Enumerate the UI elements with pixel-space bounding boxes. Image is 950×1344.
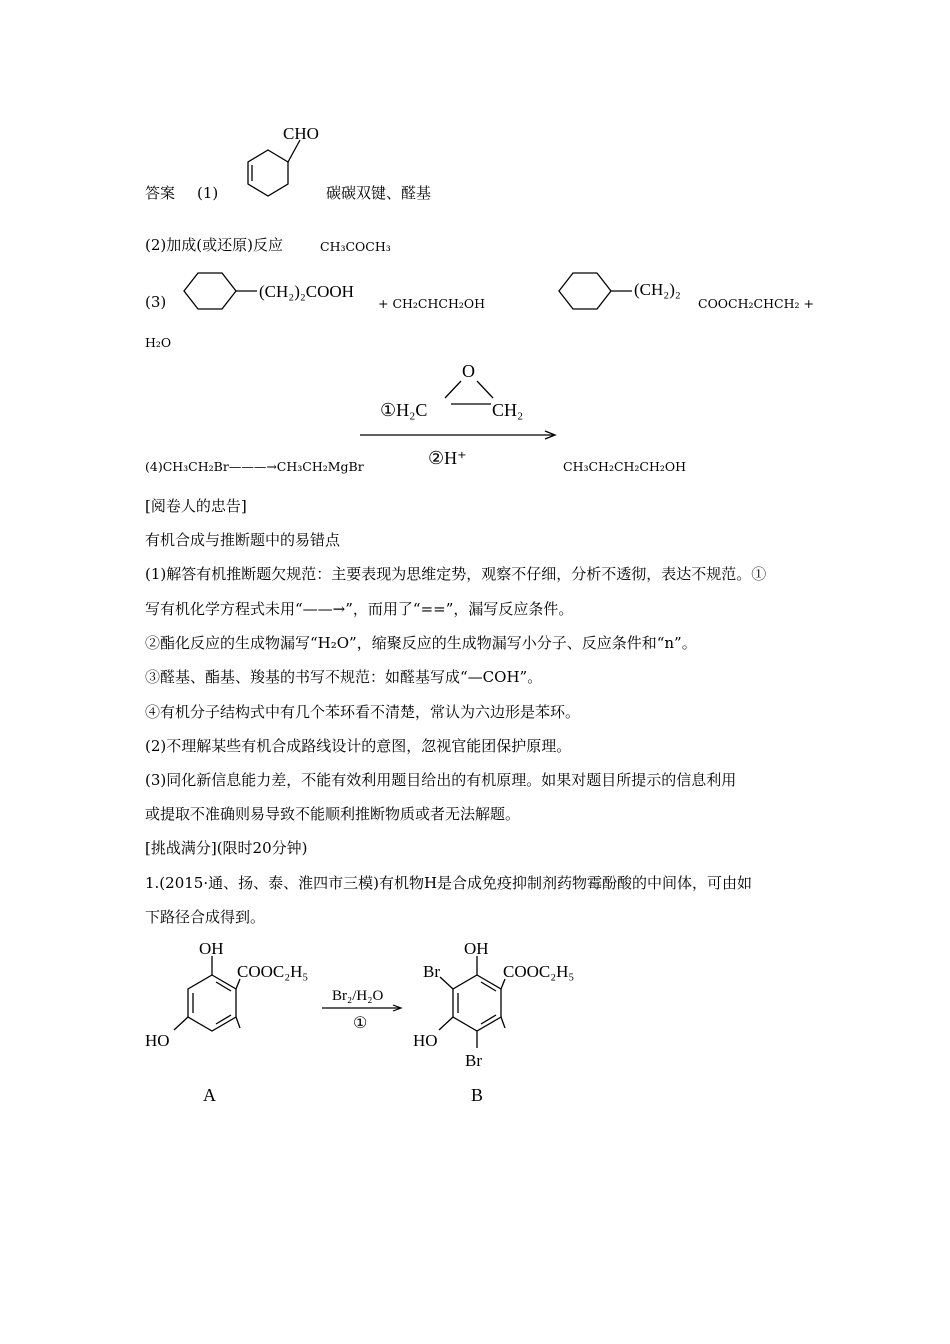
advice-point6-line1: (3)同化新信息能力差，不能有效利用题目给出的有机原理。如果对题目所提示的信息利用 bbox=[145, 771, 737, 789]
advice-point3: ③醛基、酯基、羧基的书写不规范：如醛基写成“—COH”。 bbox=[145, 668, 543, 686]
reaction-scheme-a-to-b bbox=[140, 930, 610, 1110]
part2-reaction-type: (2)加成(或还原)反应 bbox=[145, 236, 283, 254]
part1-functional-groups: 碳碳双键、醛基 bbox=[326, 184, 432, 202]
cyclohexyl-propanoic-acid-structure bbox=[175, 265, 385, 320]
part3-ester-tail: COOCH₂CHCH₂ + bbox=[698, 296, 814, 311]
b-bromine-left: Br bbox=[423, 962, 440, 981]
b-ester-group: COOC₂H₅ bbox=[503, 962, 575, 981]
product-side-chain: (CH₂)₂ bbox=[634, 280, 681, 299]
cyclohexyl-ester-structure bbox=[550, 265, 710, 320]
reagent-br2-h2o: Br₂/H₂O bbox=[332, 988, 384, 1004]
question1-line2: 下路径合成得到。 bbox=[145, 908, 266, 926]
a-ester-group: COOC₂H₅ bbox=[237, 962, 309, 981]
b-hydroxyl-top: OH bbox=[464, 939, 489, 958]
part1-number: (1) bbox=[197, 184, 219, 202]
compound-a-ring bbox=[174, 956, 240, 1031]
reaction-arrow bbox=[322, 1005, 401, 1011]
reagent-step1: ①H₂C bbox=[380, 400, 428, 420]
reagent-step1-ch2: CH₂ bbox=[492, 400, 524, 420]
advice-subheading: 有机合成与推断题中的易错点 bbox=[145, 531, 341, 549]
b-hydroxyl-bottom: HO bbox=[413, 1031, 438, 1050]
label-b: B bbox=[471, 1085, 484, 1105]
compound-b-ring bbox=[439, 956, 505, 1048]
a-hydroxyl-bottom: HO bbox=[145, 1031, 170, 1050]
answer-label: 答案 bbox=[145, 184, 176, 202]
part4-product: CH₃CH₂CH₂CH₂OH bbox=[563, 459, 687, 474]
question1-line1: 1.(2015·通、扬、泰、淮四市三模)有机物H是合成免疫抑制剂药物霉酚酸的中间体，可由如 bbox=[145, 874, 753, 892]
advice-point2: ②酯化反应的生成物漏写“H₂O”，缩聚反应的生成物漏写小分子、反应条件和“n”。 bbox=[145, 634, 697, 652]
label-a: A bbox=[203, 1085, 216, 1105]
advice-point1-line1: (1)解答有机推断题欠规范：主要表现为思维定势，观察不仔细，分析不透彻，表达不规范。① bbox=[145, 565, 767, 583]
advice-point4: ④有机分子结构式中有几个苯环看不清楚，常认为六边形是苯环。 bbox=[145, 703, 581, 721]
reactant-side-chain: (CH₂)₂COOH bbox=[259, 282, 354, 301]
advice-point5: (2)不理解某些有机合成路线设计的意图，忽视官能团保护原理。 bbox=[145, 737, 572, 755]
advice-point1-line2: 写有机化学方程式未用“——→”，而用了“==”，漏写反应条件。 bbox=[145, 600, 574, 618]
epoxide-oxygen: O bbox=[462, 361, 475, 381]
advice-heading: [阅卷人的忠告] bbox=[145, 497, 247, 515]
a-hydroxyl-top: OH bbox=[199, 939, 224, 958]
b-bromine-bottom: Br bbox=[465, 1051, 482, 1070]
challenge-heading: [挑战满分](限时20分钟) bbox=[145, 839, 308, 857]
part3-alcohol: + CH₂CHCH₂OH bbox=[378, 296, 486, 311]
cho-label: CHO bbox=[283, 124, 319, 143]
advice-point6-line2: 或提取不准确则易导致不能顺利推断物质或者无法解题。 bbox=[145, 805, 521, 823]
cyclohexene-aldehyde-structure bbox=[220, 118, 330, 198]
part3-water: H₂O bbox=[145, 335, 172, 350]
part4-start: (4)CH₃CH₂Br———→CH₃CH₂MgBr bbox=[145, 459, 364, 474]
part3-number: (3) bbox=[145, 293, 167, 311]
epoxide-reaction-arrow bbox=[355, 358, 565, 473]
reagent-step2: ②H⁺ bbox=[428, 448, 467, 468]
step-number: ① bbox=[353, 1015, 368, 1032]
part2-product: CH₃COCH₃ bbox=[320, 239, 391, 254]
